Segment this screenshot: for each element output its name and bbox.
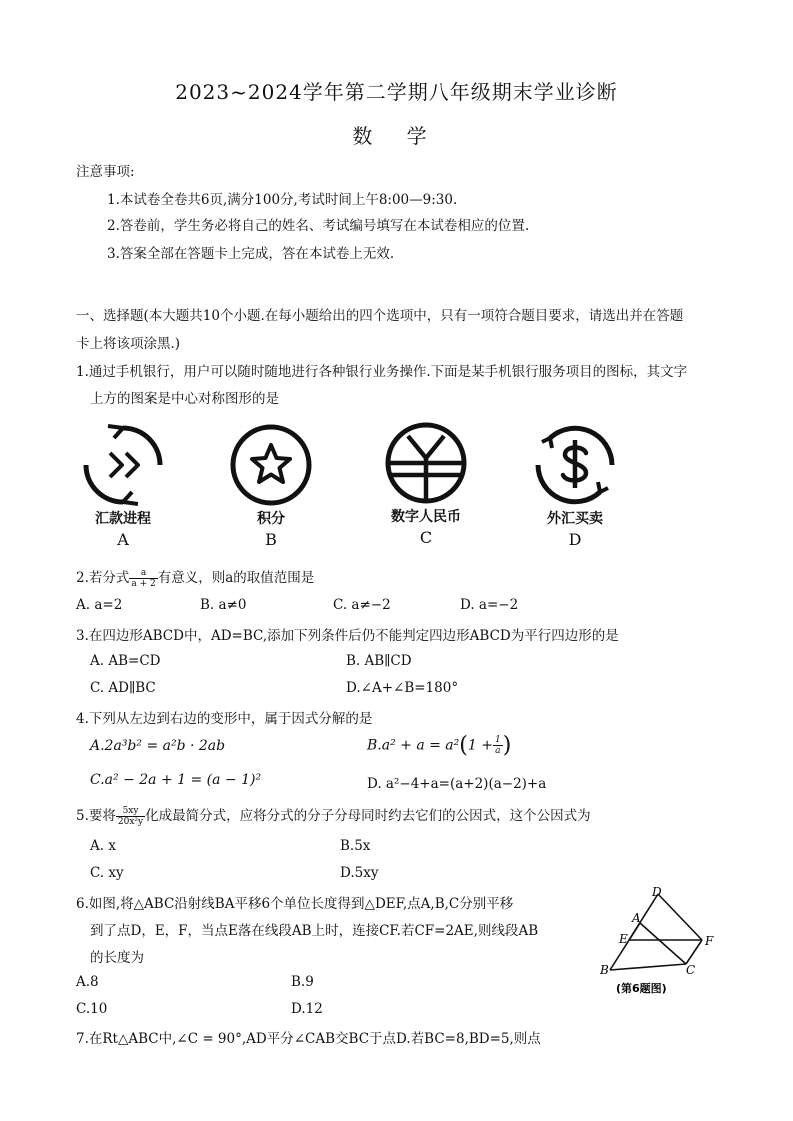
q6-stem-line3: 的长度为: [90, 950, 144, 966]
q3-option-d: D.∠A+∠B=180°: [346, 680, 459, 696]
q4-option-b: B.a² + a = a²(1 + $\frac{1}{a}$ ): [367, 733, 512, 758]
icon-label-a: 汇款进程: [95, 511, 151, 527]
q4-stem: 4.下列从左边到右边的变形中，属于因式分解的是: [76, 711, 373, 727]
point-label-d: D: [652, 886, 662, 899]
q6-figure-caption: (第6题图): [616, 982, 667, 995]
q6-option-d: D.12: [291, 1001, 323, 1017]
icon-label-d: 外汇买卖: [547, 511, 603, 527]
notice-item-2: 2.答卷前，学生务必将自己的姓名、考试编号填写在本试卷相应的位置.: [107, 218, 530, 234]
icon-letter-c: C: [419, 528, 433, 547]
digital-rmb-icon: [381, 418, 471, 508]
segment-ab: [610, 923, 640, 970]
q2-stem-post: 有意义，则a的取值范围是: [157, 570, 315, 586]
notice-item-3: 3.答案全部在答题卡上完成，答在本试卷上无效.: [107, 246, 395, 262]
notice-item-1: 1.本试卷全卷共6页,满分100分,考试时间上午8:00—9:30.: [107, 192, 458, 208]
q5-stem: 5.要将 $\frac{5xy}{\text{20x²y}}$ 化成最简分式，应将分式的分子分母同时约去它们的公因式，这个公因式为: [76, 806, 591, 827]
segment-ca: [640, 923, 686, 964]
q6-option-a: A.8: [76, 974, 99, 990]
segment-bc: [610, 964, 686, 970]
q5-option-d: D.5xy: [340, 865, 379, 881]
q5-option-c: C. xy: [90, 865, 124, 881]
points-star-icon: [226, 420, 316, 510]
q3-option-c: C. AD∥BC: [90, 680, 156, 696]
q2-option-d: D. a=−2: [460, 597, 519, 613]
point-label-f: F: [705, 934, 714, 948]
transfer-progress-icon: [78, 420, 168, 510]
icon-letter-b: B: [265, 530, 277, 549]
q6-option-c: C.10: [76, 1001, 108, 1017]
q6-figure-svg: [592, 886, 724, 996]
q2-option-a: A. a=2: [76, 597, 123, 613]
q5-option-a: A. x: [90, 838, 116, 854]
icon-label-b: 积分: [257, 511, 285, 527]
forex-dollar-icon: [530, 420, 620, 510]
q4-option-a: A.2a³b² = a²b · 2ab: [90, 738, 226, 754]
point-label-a: A: [632, 911, 641, 925]
point-label-c: C: [686, 963, 696, 977]
q6-option-b: B.9: [291, 974, 314, 990]
q1-stem-line1: 1.通过手机银行，用户可以随时随地进行各种银行业务操作.下面是某手机银行服务项目的图标，其文字: [76, 364, 688, 380]
q5-fraction: $\frac{5xy}{\text{20x²y}}$: [117, 806, 144, 827]
q6-figure: [592, 886, 724, 996]
q3-stem: 3.在四边形ABCD中，AD=BC,添加下列条件后仍不能判定四边形ABCD为平行四边形的是: [76, 628, 619, 644]
q2-option-b: B. a≠0: [200, 597, 247, 613]
notice-heading: 注意事项:: [76, 164, 135, 180]
icon-letter-d: D: [568, 530, 582, 549]
icon-letter-a: A: [117, 530, 129, 549]
q3-option-a: A. AB=CD: [90, 653, 161, 669]
segment-cf: [686, 940, 702, 964]
segment-fd: [658, 894, 702, 940]
q2-fraction: $\frac{a}{a + 2}$: [131, 568, 156, 589]
exam-title: 2023~2024学年第二学期八年级期末学业诊断: [175, 80, 618, 104]
subject-title: 数 学: [352, 124, 441, 148]
q3-option-b: B. AB∥CD: [346, 653, 412, 669]
q2-option-c: C. a≠−2: [333, 597, 391, 613]
section1-line2: 卡上将该项涂黑.): [76, 336, 181, 352]
q5-option-b: B.5x: [340, 838, 371, 854]
q6-stem-line1: 6.如图,将△ABC沿射线BA平移6个单位长度得到△DEF,点A,B,C分别平移: [76, 896, 514, 912]
point-label-e: E: [619, 932, 628, 946]
q1-stem-line2: 上方的图案是中心对称图形的是: [90, 391, 279, 407]
q6-stem-line2: 到了点D，E，F，当点E落在线段AB上时，连接CF.若CF=2AE,则线段AB: [90, 923, 539, 939]
q4-option-c: C.a² − 2a + 1 = (a − 1)²: [90, 772, 262, 788]
q2-stem: [76, 566, 314, 589]
q4-b-fraction: $\frac{1}{a}$: [494, 735, 501, 756]
q2-stem-pre: 2.若分式: [76, 570, 130, 586]
point-label-b: B: [600, 963, 609, 977]
q7-stem: 7.在Rt△ABC中,∠C = 90°,AD平分∠CAB交BC于点D.若BC=8,BD=5,则点: [76, 1031, 541, 1047]
section1-line1: 一、选择题(本大题共10个小题.在每小题给出的四个选项中，只有一项符合题目要求，请选出并在答题: [76, 308, 684, 324]
icon-label-c: 数字人民币: [391, 509, 461, 525]
q4-option-d: D. a²−4+a=(a+2)(a−2)+a: [367, 776, 547, 792]
